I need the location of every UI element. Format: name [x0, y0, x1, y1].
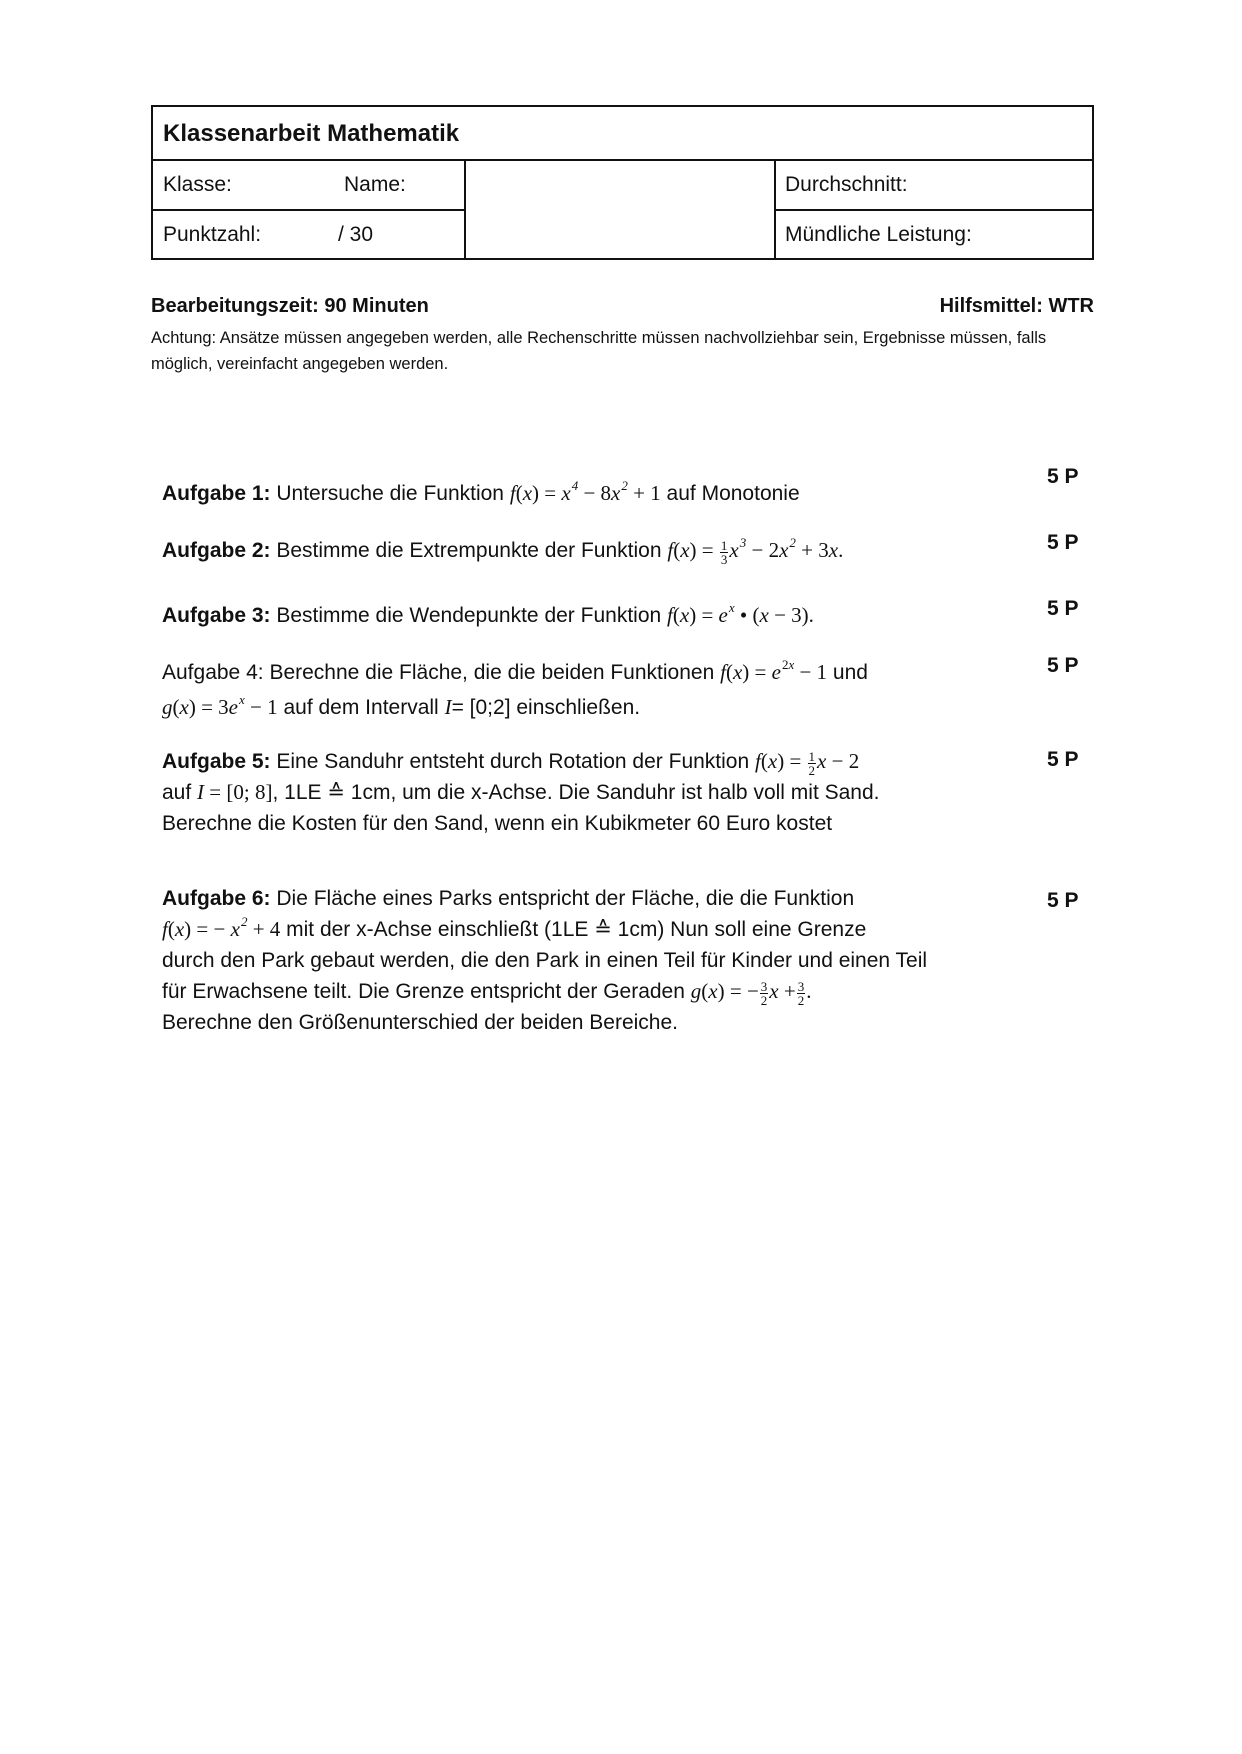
task-text: Berechne die Kosten für den Sand, wenn ein Kubikmeter 60 Euro kostet	[162, 812, 833, 835]
formula: I	[444, 695, 452, 719]
task-label: Aufgabe 4:	[162, 661, 264, 684]
task-text: Untersuche die Funktion	[276, 482, 504, 505]
task-text: Eine Sanduhr entsteht durch Rotation der Funktion	[276, 750, 750, 773]
divider	[464, 159, 466, 258]
divider	[774, 209, 1092, 211]
task-text: Berechne die Fläche, die die beiden Funktionen	[269, 661, 715, 684]
points-badge: 5 P	[1047, 889, 1079, 912]
formula: f(x) = $\frac{1}{2}$ x − 2	[755, 748, 860, 778]
punktzahl-max: / 30	[338, 223, 374, 246]
durchschnitt-label: Durchschnitt:	[785, 173, 908, 196]
formula: g(x) = − $\frac{3}{2}$ x + $\frac{3}{2}$ .	[690, 978, 812, 1008]
task-text: = [0;2] einschließen.	[451, 696, 641, 719]
task-text: durch den Park gebaut werden, die den Park in einen Teil für Kinder und einen Teil	[162, 949, 928, 972]
name-label: Name:	[344, 173, 406, 196]
task-2	[162, 533, 1012, 568]
formula: f(x) = $\frac{1}{3}$ $x^3 - 2x^2 + 3x$.	[667, 535, 844, 567]
task-text: Die Fläche eines Parks entspricht der Fläche, die die Funktion	[276, 887, 855, 910]
divider	[153, 209, 464, 211]
task-label: Aufgabe 1:	[162, 482, 271, 505]
task-6	[162, 883, 1012, 1038]
muendlich-label: Mündliche Leistung:	[785, 223, 972, 246]
task-text: auf dem Intervall	[283, 696, 439, 719]
title-row	[153, 107, 1092, 161]
document-title: Klassenarbeit Mathematik	[163, 120, 460, 147]
task-label: Aufgabe 3:	[162, 604, 271, 627]
header-table	[151, 105, 1094, 260]
task-text: , 1LE ≙ 1cm, um die x-Achse. Die Sanduhr ist halb voll mit Sand.	[272, 781, 880, 804]
task-text: Berechne den Größenunterschied der beiden Bereiche.	[162, 1011, 678, 1034]
formula: $f(x) = e^x$ • (x − 3).	[667, 600, 814, 627]
task-text: für Erwachsene teilt. Die Grenze entspricht der Geraden	[162, 980, 685, 1003]
formula: f(x) = − $x^2 + 4$	[162, 914, 281, 941]
task-text: und	[832, 661, 868, 684]
formula: I = [0; 8]	[197, 780, 273, 804]
task-5	[162, 746, 1012, 839]
task-label: Aufgabe 5:	[162, 750, 271, 773]
points-badge: 5 P	[1047, 597, 1079, 620]
klasse-label: Klasse:	[163, 173, 232, 196]
task-1	[162, 476, 1012, 511]
points-badge: 5 P	[1047, 654, 1079, 677]
formula: $f(x) = e^{2x} - 1$	[720, 657, 828, 684]
notice-text: Achtung: Ansätze müssen angegeben werden, alle Rechenschritte müssen nachvollziehbar sein, Ergebnisse müssen, falls möglich, vereinfacht angegeben werden.	[151, 329, 1047, 373]
points-badge: 5 P	[1047, 531, 1079, 554]
task-4	[162, 655, 1012, 725]
task-text: Bestimme die Extrempunkte der Funktion	[276, 539, 662, 562]
punktzahl-label: Punktzahl:	[163, 223, 262, 246]
task-3	[162, 598, 1012, 633]
task-label: Aufgabe 6:	[162, 887, 271, 910]
task-label: Aufgabe 2:	[162, 539, 271, 562]
task-text: auf	[162, 781, 192, 804]
aids-info: Hilfsmittel: WTR	[939, 295, 1094, 317]
task-text: auf Monotonie	[666, 482, 800, 505]
time-info: Bearbeitungszeit: 90 Minuten	[151, 295, 429, 317]
formula: $f(x) = x^4 - 8x^2 + 1$	[509, 478, 661, 505]
points-badge: 5 P	[1047, 465, 1079, 488]
points-badge: 5 P	[1047, 748, 1079, 771]
formula: $g(x) = 3e^x - 1$	[162, 692, 278, 719]
task-text: Bestimme die Wendepunkte der Funktion	[276, 604, 662, 627]
task-text: mit der x-Achse einschließt (1LE ≙ 1cm) Nun soll eine Grenze	[286, 918, 867, 941]
